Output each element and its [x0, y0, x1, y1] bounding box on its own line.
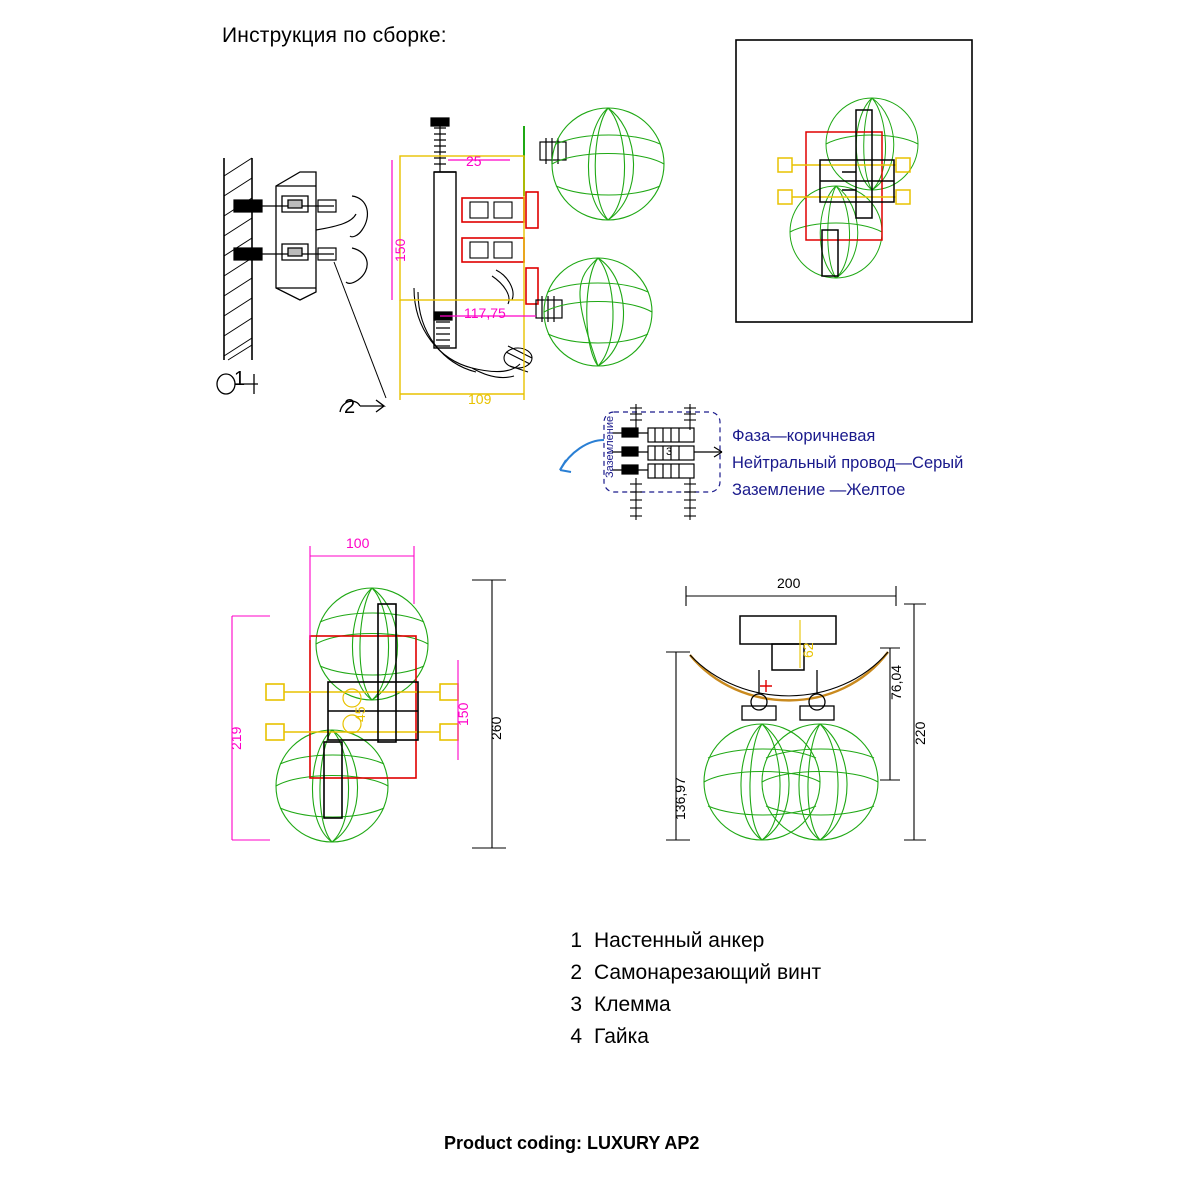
list-item [566, 957, 821, 989]
legend-number: 4 [570, 1025, 582, 1048]
wiring-ground-label: Заземление [604, 415, 616, 478]
legend-number: 3 [570, 993, 582, 1016]
callout-1: 1 [234, 368, 246, 390]
dim-136-97: 136,97 [672, 777, 688, 820]
wiring-line-phase: Фаза—коричневая [732, 427, 876, 445]
dim-25: 25 [466, 153, 482, 169]
bottom-view [666, 586, 926, 840]
dim-45: 45 [352, 706, 368, 722]
top-right-framed-view [736, 40, 972, 322]
wiring-line-neutral: Нейтральный провод—Серый [732, 454, 964, 472]
dim-200: 200 [777, 575, 801, 591]
dim-62: 62 [800, 642, 816, 658]
legend-label: Самонарезающий винт [594, 961, 822, 984]
list-item [566, 1021, 821, 1053]
dim-219: 219 [228, 726, 244, 750]
front-view [232, 546, 506, 848]
dim-109: 109 [468, 391, 492, 407]
page-title: Инструкция по сборке: [222, 24, 447, 47]
list-item [566, 989, 821, 1021]
dim-220: 220 [912, 721, 928, 745]
dim-100: 100 [346, 535, 370, 551]
glass-globe-upper [552, 108, 664, 220]
wiring-diagram [560, 404, 722, 520]
dim-76-04: 76,04 [888, 664, 904, 700]
assembly-view [217, 108, 664, 412]
legend-label: Гайка [594, 1025, 649, 1048]
wiring-legend [732, 423, 963, 504]
dim-150-front: 150 [455, 702, 471, 726]
dim-260: 260 [488, 716, 504, 740]
legend-number: 2 [570, 961, 582, 984]
dim-117-75: 117,75 [464, 305, 506, 321]
wiring-line-ground: Заземление —Желтое [732, 481, 906, 499]
product-coding: Product coding: LUXURY AP2 [444, 1133, 700, 1153]
list-item [566, 925, 821, 957]
callout-2: 2 [344, 396, 356, 418]
glass-globe-lower [544, 258, 652, 366]
dim-150-side: 150 [392, 238, 408, 262]
svg-text:3: 3 [666, 446, 673, 458]
legend-number: 1 [570, 929, 582, 952]
parts-legend [566, 925, 821, 1053]
legend-label: Настенный анкер [594, 929, 765, 952]
legend-label: Клемма [594, 993, 671, 1016]
